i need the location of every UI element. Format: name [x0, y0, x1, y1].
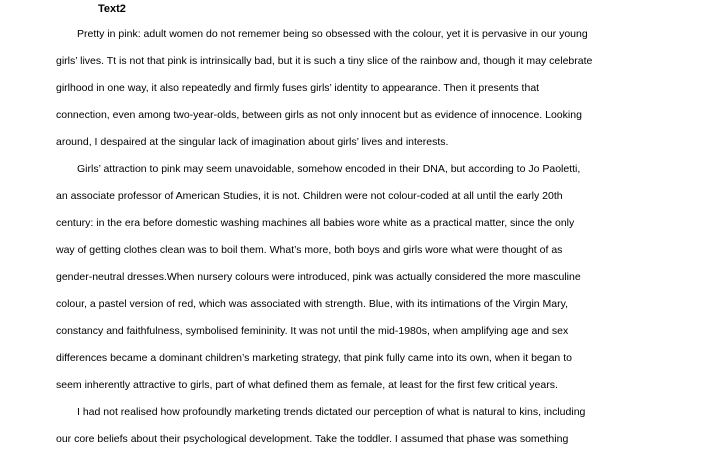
paragraph-1-line-2: girls’ lives. Tt is not that pink is intrinsically bad, but it is such a tiny slice of the rainbow and, though it may celebrate: [56, 55, 593, 67]
paragraph-1-line-3: girlhood in one way, it also repeatedly and firmly fuses girls’ identity to appearance. Then it presents that: [56, 82, 540, 94]
document-heading: Text2: [98, 3, 126, 15]
paragraph-1-line-5: around, I despaired at the singular lack of imagination about girls’ lives and interests.: [56, 136, 449, 148]
paragraph-2-line-5: gender-neutral dresses.When nursery colours were introduced, pink was actually considered the more masculine: [56, 271, 581, 283]
paragraph-2-line-2: an associate professor of American Studies, it is not. Children were not colour-coded at all until the early 20th: [56, 190, 563, 202]
paragraph-3-line-2: our core beliefs about their psychological development. Take the toddler. I assumed that phase was something: [56, 433, 569, 445]
paragraph-2-line-6: colour, a pastel version of red, which was associated with strength. Blue, with its intimations of the Virgin Mary,: [56, 298, 569, 310]
paragraph-2-line-3: century: in the era before domestic washing machines all babies wore white as a practical matter, since the only: [56, 217, 575, 229]
paragraph-2-line-9: seem inherently attractive to girls, part of what defined them as female, at least for the first few critical years.: [56, 379, 558, 391]
paragraph-2-line-8: differences became a dominant children’s marketing strategy, that pink fully came into its own, when it began to: [56, 352, 572, 364]
paragraph-2-line-4: way of getting clothes clean was to boil them. What’s more, both boys and girls wore what were thought of as: [56, 244, 563, 256]
paragraph-2-line-1: Girls’ attraction to pink may seem unavoidable, somehow encoded in their DNA, but according to Jo Paoletti,: [77, 163, 581, 175]
paragraph-1-line-4: connection, even among two-year-olds, between girls as not only innocent but as evidence of innocence. Looking: [56, 109, 582, 121]
paragraph-1-line-1: Pretty in pink: adult women do not rememer being so obsessed with the colour, yet it is pervasive in our young: [77, 28, 588, 40]
paragraph-3-line-1: I had not realised how profoundly marketing trends dictated our perception of what is natural to kins, including: [77, 406, 586, 418]
paragraph-2-line-7: constancy and faithfulness, symbolised femininity. It was not until the mid-1980s, when amplifying age and sex: [56, 325, 569, 337]
